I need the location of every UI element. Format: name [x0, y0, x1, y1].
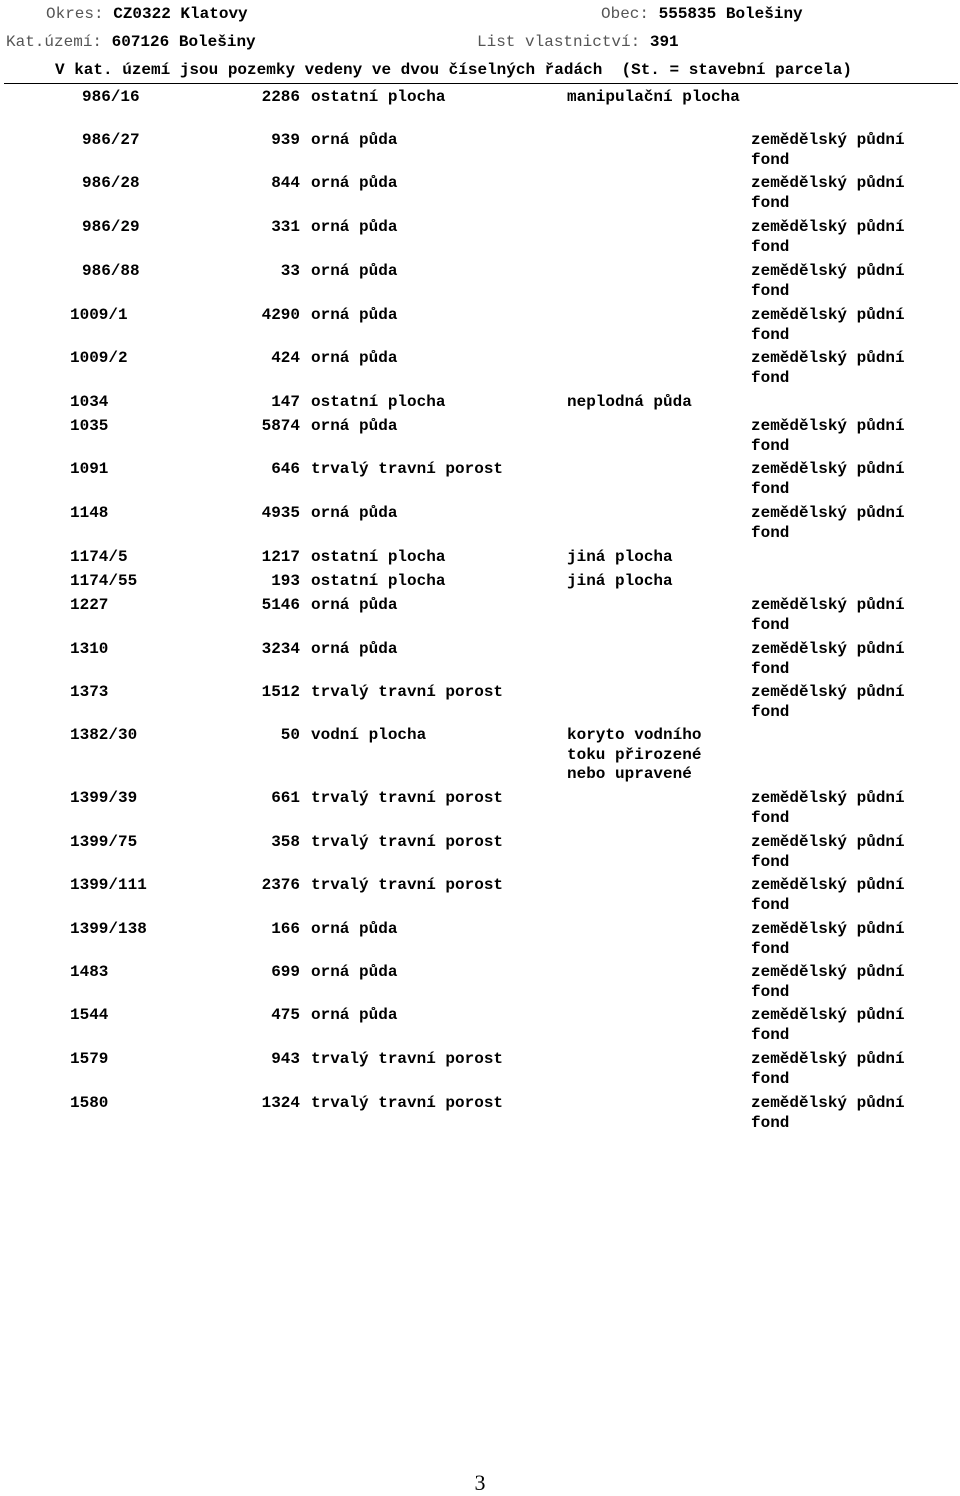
protection-type: zemědělský půdní fond — [751, 1006, 905, 1044]
protection-type: zemědělský půdní fond — [751, 876, 905, 914]
land-type: ostatní plocha — [311, 548, 446, 566]
page-number: 3 — [474, 1470, 486, 1495]
protection-type: zemědělský půdní fond — [751, 596, 905, 634]
parcel-area: 475 — [271, 1006, 300, 1024]
katuzemi-label: Kat.území: — [6, 33, 103, 51]
parcel-number: 1034 — [70, 393, 109, 411]
parcel-area: 331 — [271, 218, 300, 236]
parcel-number: 1009/1 — [70, 306, 128, 324]
parcel-number: 986/88 — [82, 262, 140, 280]
protection-type: zemědělský půdní fond — [751, 789, 905, 827]
parcel-number: 1174/55 — [70, 572, 138, 590]
parcel-number: 1382/30 — [70, 726, 138, 744]
parcel-area: 943 — [271, 1050, 300, 1068]
parcel-area: 661 — [271, 789, 300, 807]
land-type: orná půda — [311, 640, 398, 658]
protection-type: zemědělský půdní fond — [751, 683, 905, 721]
land-type: trvalý travní porost — [311, 683, 504, 701]
parcel-area: 1324 — [261, 1094, 300, 1112]
parcel-number: 986/27 — [82, 131, 140, 149]
obec-value: 555835 Bolešiny — [658, 5, 803, 23]
parcel-number: 1483 — [70, 963, 109, 981]
parcel-number: 986/16 — [82, 88, 140, 106]
parcel-area: 844 — [271, 174, 300, 192]
land-type: orná půda — [311, 174, 398, 192]
parcel-area: 50 — [280, 726, 300, 744]
table-row — [0, 726, 960, 786]
parcel-number: 1399/39 — [70, 789, 138, 807]
land-type: ostatní plocha — [311, 88, 446, 106]
protection-type: zemědělský půdní fond — [751, 306, 905, 344]
protection-type: zemědělský půdní fond — [751, 174, 905, 212]
protection-type: zemědělský půdní fond — [751, 262, 905, 300]
parcel-area: 33 — [280, 262, 300, 280]
land-type: orná půda — [311, 920, 398, 938]
parcel-area: 646 — [271, 460, 300, 478]
parcel-area: 4290 — [261, 306, 300, 324]
parcel-number: 1373 — [70, 683, 109, 701]
land-use: manipulační plocha — [567, 88, 740, 106]
parcel-number: 1399/75 — [70, 833, 138, 851]
parcel-area: 166 — [271, 920, 300, 938]
protection-type: zemědělský půdní fond — [751, 1094, 905, 1132]
parcel-number: 1174/5 — [70, 548, 128, 566]
parcel-area: 358 — [271, 833, 300, 851]
land-type: orná půda — [311, 306, 398, 324]
parcel-number: 1148 — [70, 504, 109, 522]
parcel-area: 3234 — [261, 640, 300, 658]
land-type: trvalý travní porost — [311, 1050, 504, 1068]
land-use: koryto vodního toku přirozené nebo upravené — [567, 726, 702, 783]
land-type: ostatní plocha — [311, 393, 446, 411]
table-row — [0, 1094, 960, 1154]
land-type: ostatní plocha — [311, 572, 446, 590]
parcel-area: 2376 — [261, 876, 300, 894]
parcel-number: 1310 — [70, 640, 109, 658]
protection-type: zemědělský půdní fond — [751, 920, 905, 958]
parcel-number: 1091 — [70, 460, 109, 478]
parcel-number: 1035 — [70, 417, 109, 435]
protection-type: zemědělský půdní fond — [751, 417, 905, 455]
land-type: vodní plocha — [311, 726, 427, 744]
land-type: orná půda — [311, 504, 398, 522]
parcel-number: 986/29 — [82, 218, 140, 236]
protection-type: zemědělský půdní fond — [751, 504, 905, 542]
parcel-area: 147 — [271, 393, 300, 411]
parcel-number: 1580 — [70, 1094, 109, 1112]
parcel-number: 1399/138 — [70, 920, 147, 938]
parcel-area: 193 — [271, 572, 300, 590]
parcel-area: 424 — [271, 349, 300, 367]
land-type: trvalý travní porost — [311, 789, 504, 807]
parcel-series-note: V kat. území jsou pozemky vedeny ve dvou číselných řadách (St. = stavební parcela) — [55, 61, 852, 79]
parcel-number: 1399/111 — [70, 876, 147, 894]
parcel-area: 4935 — [261, 504, 300, 522]
parcel-number: 1544 — [70, 1006, 109, 1024]
parcel-area: 5146 — [261, 596, 300, 614]
parcel-number: 986/28 — [82, 174, 140, 192]
land-type: orná půda — [311, 262, 398, 280]
protection-type: zemědělský půdní fond — [751, 833, 905, 871]
obec-label: Obec: — [601, 5, 650, 23]
land-type: orná půda — [311, 417, 398, 435]
parcel-area: 1512 — [261, 683, 300, 701]
land-type: trvalý travní porost — [311, 1094, 504, 1112]
parcel-area: 939 — [271, 131, 300, 149]
parcel-area: 699 — [271, 963, 300, 981]
parcel-area: 2286 — [261, 88, 300, 106]
katuzemi-value: 607126 Bolešiny — [111, 33, 256, 51]
parcel-area: 1217 — [261, 548, 300, 566]
protection-type: zemědělský půdní fond — [751, 349, 905, 387]
land-type: trvalý travní porost — [311, 876, 504, 894]
protection-type: zemědělský půdní fond — [751, 963, 905, 1001]
land-type: trvalý travní porost — [311, 460, 504, 478]
land-use: jiná plocha — [567, 572, 673, 590]
land-use: jiná plocha — [567, 548, 673, 566]
land-type: orná půda — [311, 131, 398, 149]
land-type: orná půda — [311, 218, 398, 236]
land-type: orná půda — [311, 596, 398, 614]
land-type: trvalý travní porost — [311, 833, 504, 851]
okres-label: Okres: — [46, 5, 104, 23]
protection-type: zemědělský půdní fond — [751, 131, 905, 169]
land-type: orná půda — [311, 349, 398, 367]
list-vlastnictvi-value: 391 — [649, 33, 679, 51]
okres-value: CZ0322 Klatovy — [113, 5, 248, 23]
land-type: orná půda — [311, 963, 398, 981]
protection-type: zemědělský půdní fond — [751, 460, 905, 498]
protection-type: zemědělský půdní fond — [751, 1050, 905, 1088]
parcel-number: 1227 — [70, 596, 109, 614]
list-vlastnictvi-label: List vlastnictví: — [477, 33, 641, 51]
protection-type: zemědělský půdní fond — [751, 640, 905, 678]
land-type: orná půda — [311, 1006, 398, 1024]
parcel-area: 5874 — [261, 417, 300, 435]
land-use: neplodná půda — [567, 393, 692, 411]
protection-type: zemědělský půdní fond — [751, 218, 905, 256]
parcel-number: 1579 — [70, 1050, 109, 1068]
parcel-number: 1009/2 — [70, 349, 128, 367]
